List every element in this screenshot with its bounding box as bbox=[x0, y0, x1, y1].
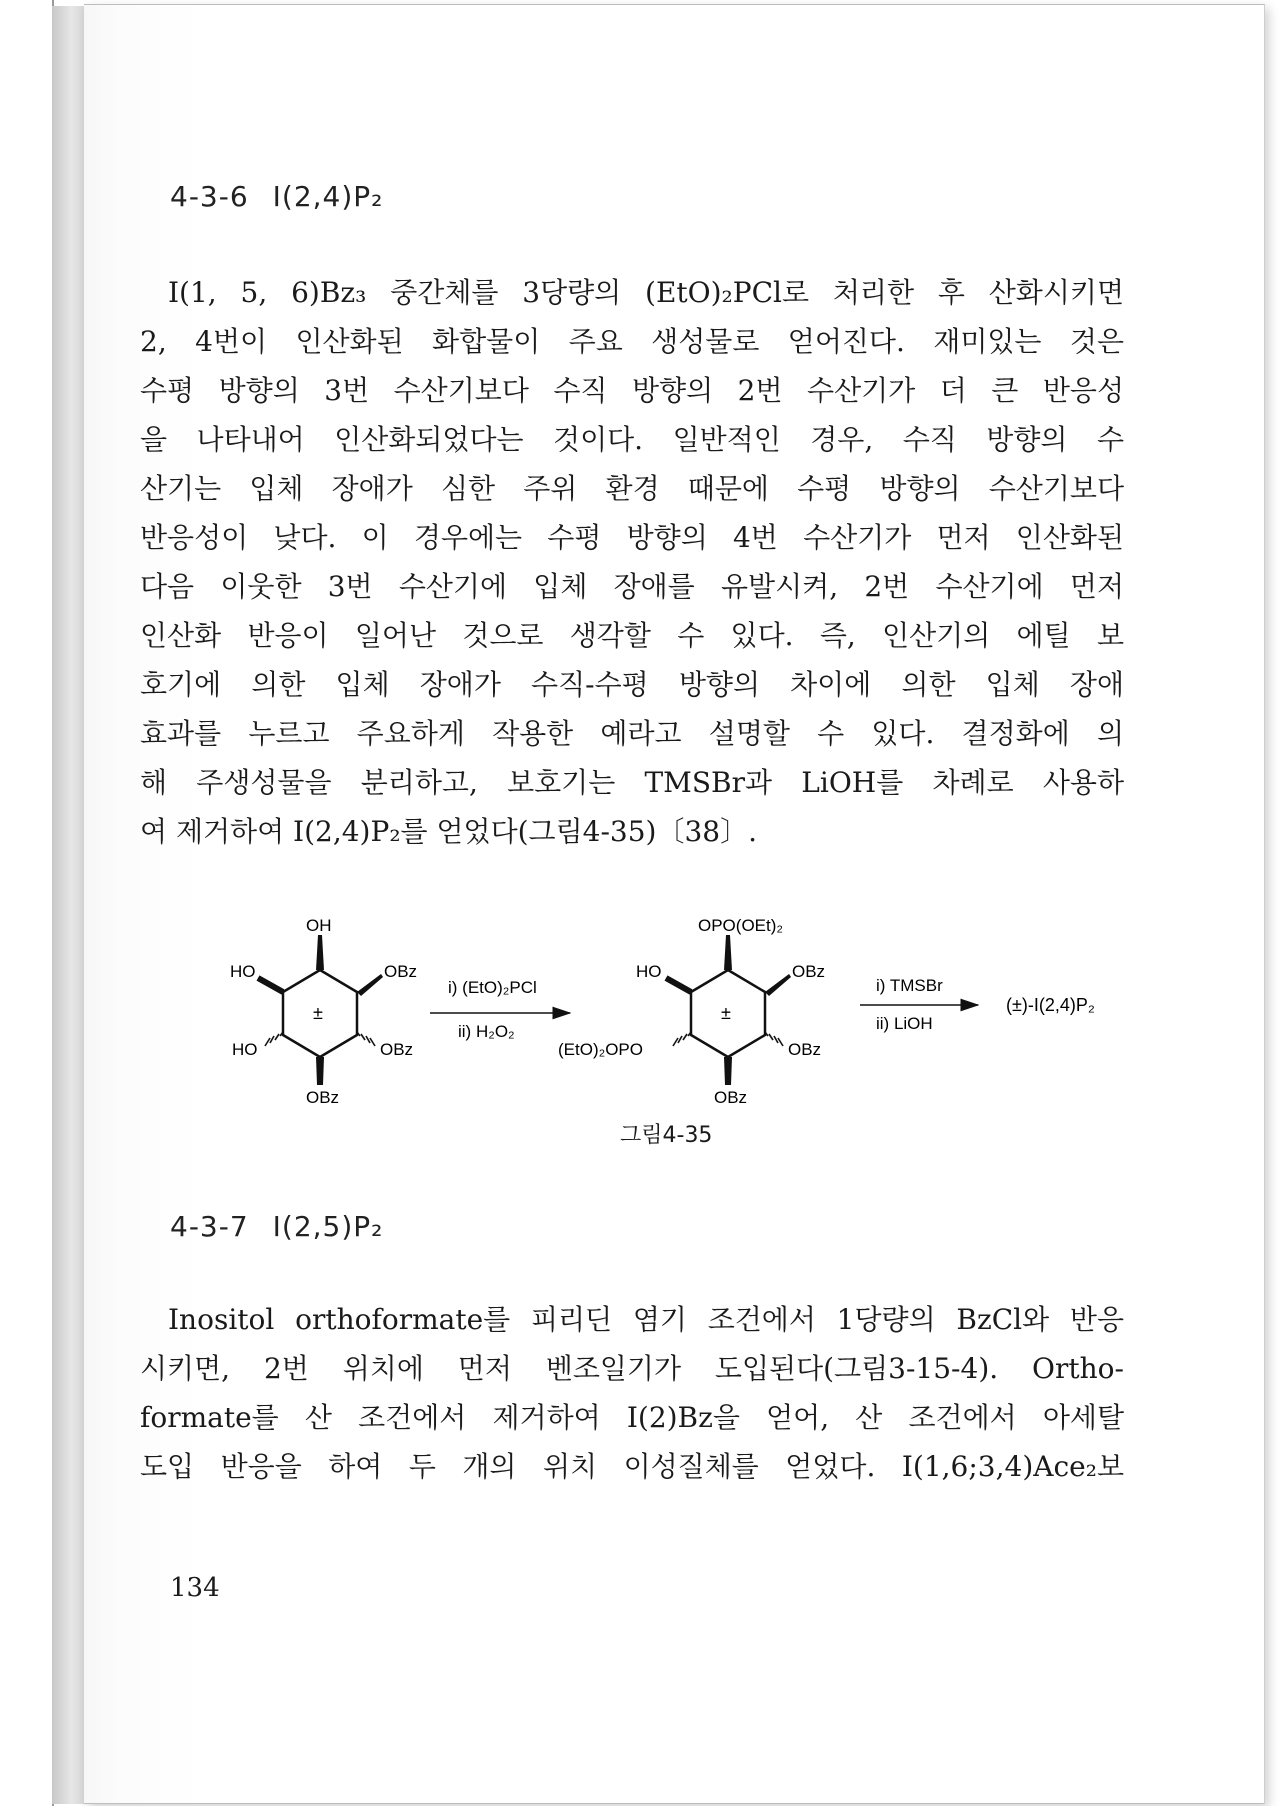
step2-reagent-2: ii) LiOH bbox=[876, 1014, 933, 1033]
reaction-arrow-1 bbox=[430, 978, 570, 1041]
text-line: 도입 반응을 하여 두 개의 위치 이성질체를 얻었다. I(1,6;3,4)Ace₂보 bbox=[140, 1450, 1124, 1483]
reactant-racemic-mark: ± bbox=[313, 1003, 323, 1023]
text-line: I(1, 5, 6)Bz₃ 중간체를 3당량의 (EtO)₂PCl로 처리한 후 산화시키면 bbox=[168, 276, 1124, 309]
reactant-upper-right-label: OBz bbox=[384, 962, 418, 981]
figure-caption: 그림4-35 bbox=[620, 1123, 713, 1148]
intermediate-lower-left-label: (EtO)₂OPO bbox=[558, 1040, 643, 1059]
reactant-structure bbox=[230, 916, 417, 1107]
text-line: 해 주생성물을 분리하고, 보호기는 TMSBr과 LiOH를 차례로 사용하 bbox=[140, 766, 1124, 799]
step2-reagent-1: i) TMSBr bbox=[876, 976, 943, 995]
text-line: 다음 이웃한 3번 수산기에 입체 장애를 유발시켜, 2번 수산기에 먼저 bbox=[140, 570, 1124, 603]
text-line: 시키면, 2번 위치에 먼저 벤조일기가 도입된다(그림3-15-4). Ortho- bbox=[140, 1352, 1124, 1385]
intermediate-bottom-label: OBz bbox=[714, 1088, 748, 1107]
text-line: 반응성이 낮다. 이 경우에는 수평 방향의 4번 수산기가 먼저 인산화된 bbox=[140, 521, 1124, 554]
section-number: 4-3-7 bbox=[170, 1210, 249, 1243]
product-label: (±)-I(2,4)P₂ bbox=[1006, 995, 1095, 1015]
text-line: 여 제거하여 I(2,4)P₂를 얻었다(그림4-35)〔38〕. bbox=[140, 815, 758, 848]
intermediate-racemic-mark: ± bbox=[721, 1003, 731, 1023]
intermediate-upper-left-label: HO bbox=[636, 962, 662, 981]
page-number: 134 bbox=[170, 1573, 220, 1603]
reactant-lower-right-label: OBz bbox=[380, 1040, 414, 1059]
text-line: formate를 산 조건에서 제거하여 I(2)Bz을 얻어, 산 조건에서 아세탈 bbox=[140, 1401, 1124, 1434]
intermediate-upper-right-label: OBz bbox=[792, 962, 826, 981]
reaction-arrow-2 bbox=[860, 976, 978, 1033]
intermediate-top-label: OPO(OEt)₂ bbox=[698, 916, 783, 935]
book-edge bbox=[0, 0, 60, 1806]
text-line: 호기에 의한 입체 장애가 수직-수평 방향의 차이에 의한 입체 장애 bbox=[140, 668, 1124, 701]
reactant-bottom-label: OBz bbox=[306, 1088, 340, 1107]
text-line: 수평 방향의 3번 수산기보다 수직 방향의 2번 수산기가 더 큰 반응성 bbox=[140, 374, 1124, 407]
text-line: 효과를 누르고 주요하게 작용한 예라고 설명할 수 있다. 결정화에 의 bbox=[140, 717, 1124, 750]
section-heading-4-3-7 bbox=[170, 1210, 383, 1243]
text-line: Inositol orthoformate를 피리딘 염기 조건에서 1당량의 BzCl와 반응 bbox=[168, 1303, 1124, 1336]
intermediate-lower-right-label: OBz bbox=[788, 1040, 822, 1059]
section-heading-4-3-6 bbox=[170, 180, 383, 213]
step1-reagent-2: ii) H₂O₂ bbox=[458, 1022, 515, 1041]
reactant-top-label: OH bbox=[306, 916, 332, 935]
text-line: 산기는 입체 장애가 심한 주위 환경 때문에 수평 방향의 수산기보다 bbox=[140, 472, 1124, 505]
reactant-lower-left-label: HO bbox=[232, 1040, 258, 1059]
text-line: 인산화 반응이 일어난 것으로 생각할 수 있다. 즉, 인산기의 에틸 보 bbox=[140, 619, 1124, 652]
step1-reagent-1: i) (EtO)₂PCl bbox=[448, 978, 537, 997]
paragraph-2 bbox=[140, 1295, 1124, 1491]
reactant-upper-left-label: HO bbox=[230, 962, 256, 981]
section-title: I(2,5)P₂ bbox=[272, 1210, 384, 1243]
section-number: 4-3-6 bbox=[170, 180, 249, 213]
text-line: 을 나타내어 인산화되었다는 것이다. 일반적인 경우, 수직 방향의 수 bbox=[140, 423, 1124, 456]
section-title: I(2,4)P₂ bbox=[272, 180, 384, 213]
book-spine bbox=[52, 6, 84, 1804]
paragraph-1 bbox=[140, 268, 1124, 856]
text-line: 2, 4번이 인산화된 화합물이 주요 생성물로 얻어진다. 재미있는 것은 bbox=[140, 325, 1124, 358]
intermediate-structure bbox=[558, 916, 825, 1107]
